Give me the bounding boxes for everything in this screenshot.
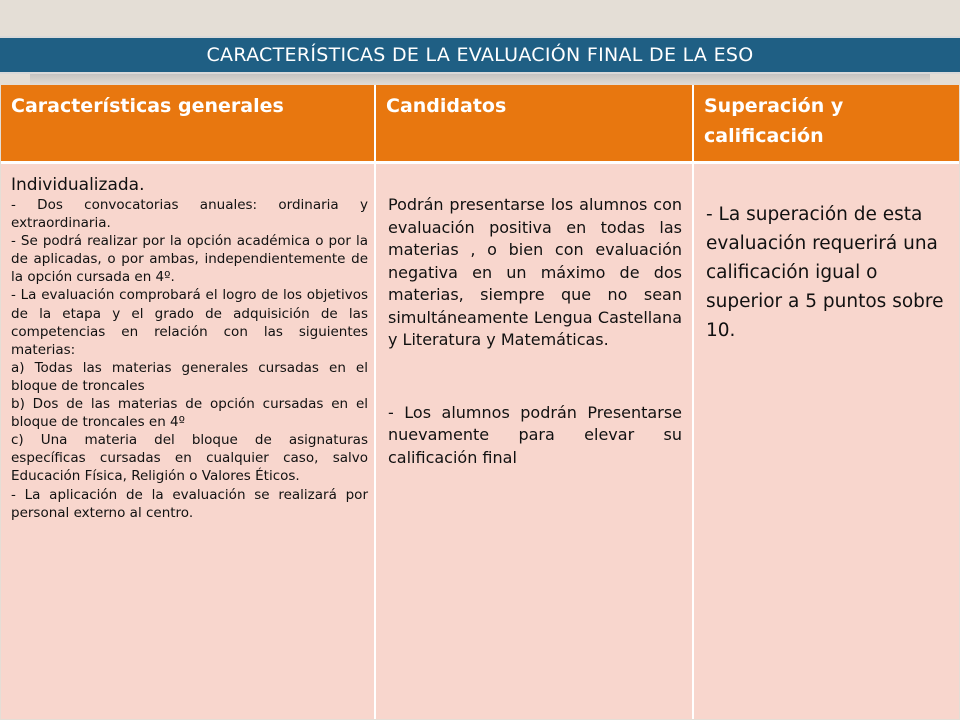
header-candidates: Candidatos [375,85,693,163]
table-row [1,163,959,720]
general-item: b) Dos de las materias de opción cursadas en el bloque de troncales en 4º [11,396,368,431]
cell-general [1,163,375,720]
header-grading: Superación y calificación [693,85,959,163]
general-item: c) Una materia del bloque de asignaturas específicas cursadas en cualquier caso, salvo Educación Física, Religión o Valores Éticos. [11,432,368,485]
candidates-paragraph-2: - Los alumnos podrán Presentarse nuevamente para elevar su calificación final [388,402,682,467]
general-lead: Individualizada. [11,175,145,195]
cell-grading [693,163,959,720]
general-item: - Se podrá realizar por la opción académica o por la de aplicadas, o por ambas, independientemente de la opción cursada en 4º. [11,233,368,286]
general-item: a) Todas las materias generales cursadas en el bloque de troncales [11,359,368,394]
general-item: - La aplicación de la evaluación se realizará por personal externo al centro. [11,486,368,521]
header-general: Características generales [1,85,375,163]
general-item: - La evaluación comprobará el logro de los objetivos de la etapa y el grado de adquisición de las competencias en relación con las siguientes materias: [11,287,368,358]
grading-text: - La superación de esta evaluación requerirá una calificación igual o superior a 5 puntos sobre 10. [706,204,944,341]
evaluation-table [1,85,959,719]
general-item: - Dos convocatorias anuales: ordinaria y extraordinaria. [11,197,368,232]
table-header-row [1,85,959,163]
paragraph-gap [388,352,682,402]
slide-title-bar [0,36,960,74]
cell-candidates [375,163,693,720]
slide-title: CARACTERÍSTICAS DE LA EVALUACIÓN FINAL DE LA ESO [206,44,754,66]
candidates-paragraph: Podrán presentarse los alumnos con evaluación positiva en todas las materias , o bien con evaluación negativa en un máximo de dos materias, siempre que no sean simultáneamente Lengua Castellana y Literatura y Matemáticas. [388,195,682,349]
